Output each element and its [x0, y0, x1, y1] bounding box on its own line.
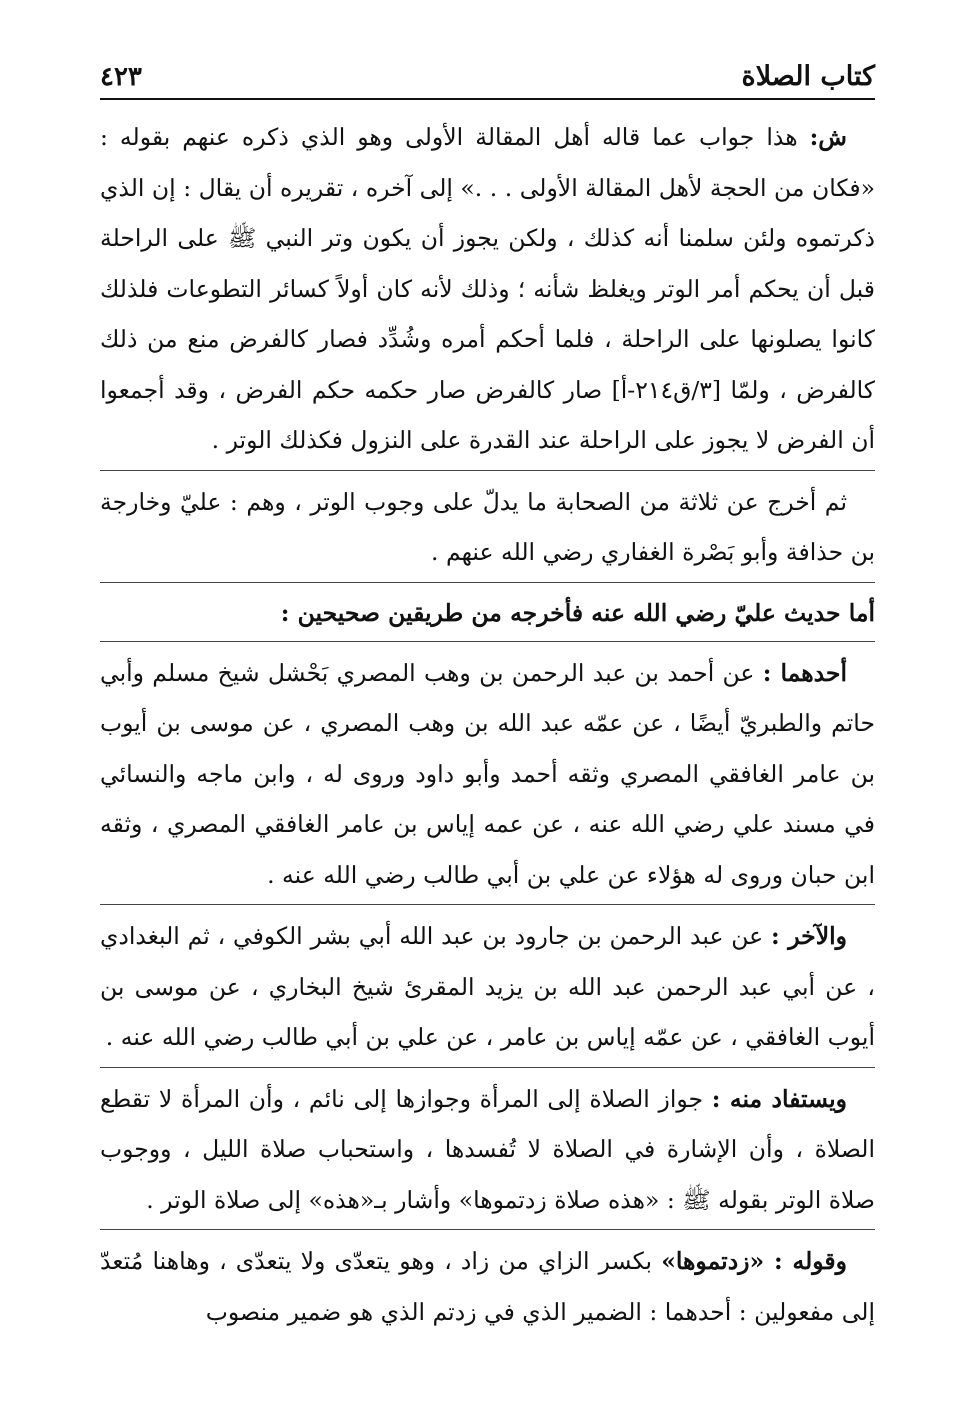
paragraph-lead: والآخر :	[771, 922, 847, 950]
paragraph-text: عن أحمد بن عبد الرحمن بن وهب المصري بَحْشل شيخ مسلم وأبي حاتم والطبريّ أيضًا ، عن عمّه عبد الله بن وهب المصري ، عن موسى بن أيوب بن عامر الغافقي المصري وثقه أحمد وأبو داود وروى له ، وابن ماجه والنسائي في مسند علي رضي الله عنه ، عن عمه إياس بن عامر الغافقي المصري ، وثقه ابن حبان وروى له هؤلاء عن علي بن أبي طالب رضي الله عنه .	[100, 658, 875, 889]
paragraph-three-companions	[100, 477, 875, 583]
paragraph-text: جواز الصلاة إلى المرأة وجوازها إلى نائم ، وأن المرأة لا تقطع الصلاة ، وأن الإشارة في الصلاة لا تُفسدها ، واستحباب صلاة الليل ، ووجوب صلاة الوتر بقوله ﷺ : «هذه صلاة زدتموها» وأشار بـ«هذه» إلى صلاة الوتر .	[100, 1084, 875, 1214]
book-page	[100, 52, 875, 1347]
page-body	[100, 112, 875, 1341]
paragraph-text: بكسر الزاي من زاد ، وهو يتعدّى ولا يتعدّى ، وهاهنا مُتعدّ إلى مفعولين : أحدهما : الضمير الذي في زدتم الذي هو ضمير منصوب	[100, 1247, 875, 1326]
paragraph-lead: ويستفاد منه :	[711, 1084, 848, 1113]
book-title: كتاب الصلاة	[741, 61, 875, 92]
paragraph-commentary	[100, 112, 875, 471]
page-number: ٤٢٣	[100, 62, 142, 92]
running-header	[100, 52, 875, 100]
paragraph-lead: وقوله : «زدتموها»	[661, 1247, 847, 1275]
paragraph-lead: أحدهما :	[762, 658, 847, 687]
paragraph-benefits	[100, 1074, 875, 1231]
paragraph-first-chain	[100, 648, 875, 906]
paragraph-second-chain	[100, 911, 875, 1068]
section-heading	[100, 589, 875, 642]
paragraph-grammar-note	[100, 1236, 875, 1341]
paragraph-text: هذا جواب عما قاله أهل المقالة الأولى وهو الذي ذكره عنهم بقوله : «فكان من الحجة لأهل المقالة الأولى . . .» إلى آخره ، تقريره أن يقال : إن الذي ذكرتموه ولئن سلمنا أنه كذلك ، ولكن يجوز أن يكون وتر النبي ﷺ على الراحلة قبل أن يحكم أمر الوتر ويغلظ شأنه ؛ وذلك لأنه كان أولاً كسائر التطوعات فلذلك كانوا يصلونها على الراحلة ، فلما أحكم أمره وشُدِّد فصار كالفرض منع من ذلك كالفرض ، ولمّا [٣/ق٢١٤-أ] صار كالفرض صار حكمه حكم الفرض ، وقد أجمعوا أن الفرض لا يجوز على الراحلة عند القدرة على النزول فكذلك الوتر .	[100, 123, 875, 454]
paragraph-lead: ش:	[809, 123, 847, 151]
paragraph-text: ثم أخرج عن ثلاثة من الصحابة ما يدلّ على وجوب الوتر ، وهم : عليّ وخارجة بن حذافة وأبو بَصْرة الغفاري رضي الله عنهم .	[100, 487, 875, 566]
heading-text: أما حديث عليّ رضي الله عنه فأخرجه من طريقين صحيحين :	[280, 598, 875, 627]
paragraph-text: عن عبد الرحمن بن جارود بن عبد الله أبي بشر الكوفي ، ثم البغدادي ، عن أبي عبد الرحمن عبد الله بن يزيد المقرئ شيخ البخاري ، عن موسى بن أيوب الغافقي ، عن عمّه إياس بن عامر ، عن علي بن أبي طالب رضي الله عنه .	[100, 922, 875, 1051]
